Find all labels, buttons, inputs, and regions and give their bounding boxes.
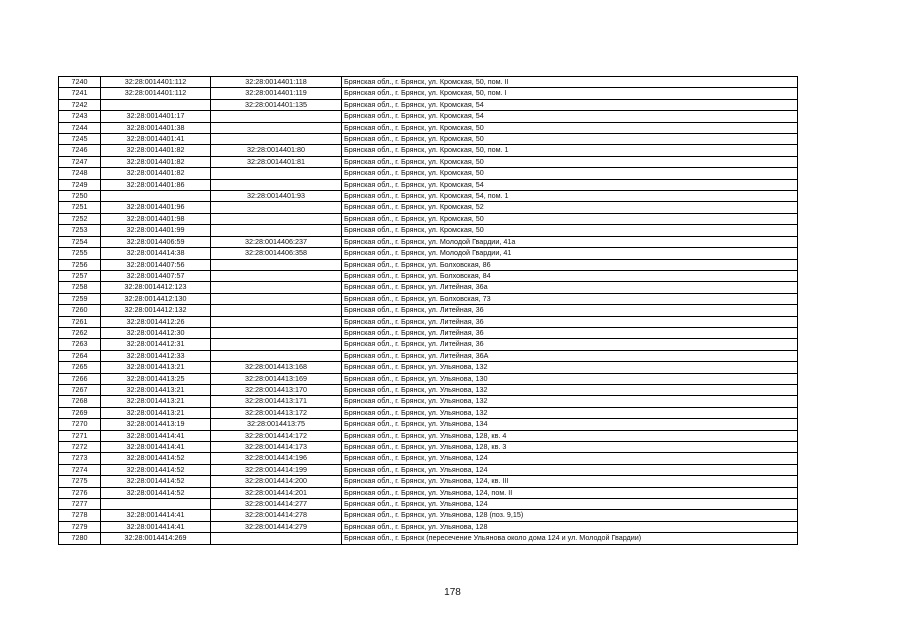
address-cell: Брянская обл., г. Брянск (пересечение Ульянова около дома 124 и ул. Молодой Гвардии) xyxy=(342,533,798,544)
object-cadastral-number-cell xyxy=(211,168,342,179)
address-cell: Брянская обл., г. Брянск, ул. Литейная, 36 xyxy=(342,305,798,316)
object-cadastral-number-cell xyxy=(211,134,342,145)
address-cell: Брянская обл., г. Брянск, ул. Болховская, 86 xyxy=(342,259,798,270)
object-cadastral-number-cell: 32:28:0014401:119 xyxy=(211,88,342,99)
cadastral-register-table xyxy=(58,76,798,545)
row-number-cell: 7254 xyxy=(59,236,101,247)
table-row xyxy=(59,202,798,213)
table-row xyxy=(59,316,798,327)
address-cell: Брянская обл., г. Брянск, ул. Кромская, 50 xyxy=(342,156,798,167)
row-number-cell: 7251 xyxy=(59,202,101,213)
row-number-cell: 7268 xyxy=(59,396,101,407)
row-number-cell: 7270 xyxy=(59,419,101,430)
table-row xyxy=(59,476,798,487)
table-row xyxy=(59,373,798,384)
cadastral-number-cell: 32:28:0014412:130 xyxy=(101,293,211,304)
table-row xyxy=(59,179,798,190)
row-number-cell: 7271 xyxy=(59,430,101,441)
object-cadastral-number-cell: 32:28:0014414:279 xyxy=(211,521,342,532)
table-row xyxy=(59,225,798,236)
object-cadastral-number-cell xyxy=(211,339,342,350)
table-row xyxy=(59,282,798,293)
row-number-cell: 7274 xyxy=(59,464,101,475)
table-row xyxy=(59,305,798,316)
table-row xyxy=(59,134,798,145)
object-cadastral-number-cell: 32:28:0014401:93 xyxy=(211,191,342,202)
object-cadastral-number-cell: 32:28:0014413:171 xyxy=(211,396,342,407)
row-number-cell: 7260 xyxy=(59,305,101,316)
address-cell: Брянская обл., г. Брянск, ул. Литейная, 36 xyxy=(342,339,798,350)
row-number-cell: 7263 xyxy=(59,339,101,350)
address-cell: Брянская обл., г. Брянск, ул. Кромская, 50 xyxy=(342,134,798,145)
table-row xyxy=(59,99,798,110)
row-number-cell: 7262 xyxy=(59,327,101,338)
cadastral-number-cell: 32:28:0014401:38 xyxy=(101,122,211,133)
object-cadastral-number-cell: 32:28:0014414:201 xyxy=(211,487,342,498)
cadastral-number-cell: 32:28:0014414:41 xyxy=(101,521,211,532)
table-row xyxy=(59,248,798,259)
object-cadastral-number-cell: 32:28:0014413:168 xyxy=(211,362,342,373)
cadastral-number-cell: 32:28:0014414:41 xyxy=(101,442,211,453)
address-cell: Брянская обл., г. Брянск, ул. Ульянова, 124, пом. II xyxy=(342,487,798,498)
object-cadastral-number-cell: 32:28:0014406:237 xyxy=(211,236,342,247)
row-number-cell: 7277 xyxy=(59,499,101,510)
row-number-cell: 7246 xyxy=(59,145,101,156)
object-cadastral-number-cell: 32:28:0014413:172 xyxy=(211,407,342,418)
table-row xyxy=(59,533,798,544)
table-row xyxy=(59,339,798,350)
row-number-cell: 7264 xyxy=(59,350,101,361)
cadastral-number-cell: 32:28:0014401:99 xyxy=(101,225,211,236)
cadastral-number-cell: 32:28:0014401:98 xyxy=(101,213,211,224)
address-cell: Брянская обл., г. Брянск, ул. Кромская, 54 xyxy=(342,179,798,190)
row-number-cell: 7245 xyxy=(59,134,101,145)
row-number-cell: 7255 xyxy=(59,248,101,259)
row-number-cell: 7266 xyxy=(59,373,101,384)
table-row xyxy=(59,464,798,475)
table-row xyxy=(59,293,798,304)
row-number-cell: 7261 xyxy=(59,316,101,327)
table-row xyxy=(59,499,798,510)
row-number-cell: 7269 xyxy=(59,407,101,418)
row-number-cell: 7272 xyxy=(59,442,101,453)
object-cadastral-number-cell xyxy=(211,225,342,236)
cadastral-number-cell: 32:28:0014413:21 xyxy=(101,396,211,407)
object-cadastral-number-cell: 32:28:0014414:277 xyxy=(211,499,342,510)
cadastral-number-cell: 32:28:0014413:21 xyxy=(101,407,211,418)
table-row xyxy=(59,191,798,202)
address-cell: Брянская обл., г. Брянск, ул. Ульянова, 124 xyxy=(342,453,798,464)
object-cadastral-number-cell xyxy=(211,533,342,544)
address-cell: Брянская обл., г. Брянск, ул. Ульянова, 128 (поз. 9,15) xyxy=(342,510,798,521)
object-cadastral-number-cell: 32:28:0014401:118 xyxy=(211,77,342,88)
address-cell: Брянская обл., г. Брянск, ул. Кромская, 54 xyxy=(342,111,798,122)
cadastral-number-cell xyxy=(101,191,211,202)
address-cell: Брянская обл., г. Брянск, ул. Кромская, 54 xyxy=(342,99,798,110)
address-cell: Брянская обл., г. Брянск, ул. Ульянова, 132 xyxy=(342,362,798,373)
object-cadastral-number-cell: 32:28:0014406:358 xyxy=(211,248,342,259)
address-cell: Брянская обл., г. Брянск, ул. Ульянова, 130 xyxy=(342,373,798,384)
address-cell: Брянская обл., г. Брянск, ул. Литейная, 36а xyxy=(342,282,798,293)
cadastral-number-cell: 32:28:0014412:132 xyxy=(101,305,211,316)
row-number-cell: 7275 xyxy=(59,476,101,487)
object-cadastral-number-cell xyxy=(211,305,342,316)
table-row xyxy=(59,384,798,395)
table-row xyxy=(59,362,798,373)
row-number-cell: 7249 xyxy=(59,179,101,190)
table-row xyxy=(59,168,798,179)
cadastral-number-cell: 32:28:0014407:56 xyxy=(101,259,211,270)
row-number-cell: 7259 xyxy=(59,293,101,304)
cadastral-number-cell: 32:28:0014412:30 xyxy=(101,327,211,338)
table-row xyxy=(59,270,798,281)
table-row xyxy=(59,521,798,532)
row-number-cell: 7240 xyxy=(59,77,101,88)
cadastral-number-cell: 32:28:0014412:123 xyxy=(101,282,211,293)
row-number-cell: 7244 xyxy=(59,122,101,133)
object-cadastral-number-cell: 32:28:0014401:81 xyxy=(211,156,342,167)
object-cadastral-number-cell xyxy=(211,316,342,327)
row-number-cell: 7257 xyxy=(59,270,101,281)
address-cell: Брянская обл., г. Брянск, ул. Кромская, 50 xyxy=(342,225,798,236)
cadastral-number-cell: 32:28:0014413:21 xyxy=(101,384,211,395)
object-cadastral-number-cell xyxy=(211,111,342,122)
cadastral-number-cell: 32:28:0014401:41 xyxy=(101,134,211,145)
cadastral-number-cell: 32:28:0014414:52 xyxy=(101,453,211,464)
cadastral-number-cell: 32:28:0014401:82 xyxy=(101,156,211,167)
object-cadastral-number-cell xyxy=(211,293,342,304)
cadastral-number-cell: 32:28:0014401:82 xyxy=(101,145,211,156)
address-cell: Брянская обл., г. Брянск, ул. Ульянова, 124, кв. III xyxy=(342,476,798,487)
object-cadastral-number-cell: 32:28:0014413:75 xyxy=(211,419,342,430)
row-number-cell: 7247 xyxy=(59,156,101,167)
table-row xyxy=(59,407,798,418)
row-number-cell: 7280 xyxy=(59,533,101,544)
address-cell: Брянская обл., г. Брянск, ул. Ульянова, 124 xyxy=(342,499,798,510)
address-cell: Брянская обл., г. Брянск, ул. Молодой Гвардии, 41 xyxy=(342,248,798,259)
table-row xyxy=(59,350,798,361)
cadastral-number-cell: 32:28:0014401:112 xyxy=(101,88,211,99)
address-cell: Брянская обл., г. Брянск, ул. Болховская, 84 xyxy=(342,270,798,281)
object-cadastral-number-cell: 32:28:0014414:278 xyxy=(211,510,342,521)
object-cadastral-number-cell xyxy=(211,350,342,361)
address-cell: Брянская обл., г. Брянск, ул. Кромская, 52 xyxy=(342,202,798,213)
object-cadastral-number-cell: 32:28:0014414:172 xyxy=(211,430,342,441)
row-number-cell: 7243 xyxy=(59,111,101,122)
row-number-cell: 7241 xyxy=(59,88,101,99)
cadastral-number-cell: 32:28:0014401:96 xyxy=(101,202,211,213)
row-number-cell: 7256 xyxy=(59,259,101,270)
cadastral-number-cell: 32:28:0014401:112 xyxy=(101,77,211,88)
cadastral-number-cell: 32:28:0014414:52 xyxy=(101,487,211,498)
object-cadastral-number-cell: 32:28:0014413:170 xyxy=(211,384,342,395)
address-cell: Брянская обл., г. Брянск, ул. Кромская, 54, пом. 1 xyxy=(342,191,798,202)
cadastral-number-cell: 32:28:0014413:25 xyxy=(101,373,211,384)
table-row xyxy=(59,122,798,133)
address-cell: Брянская обл., г. Брянск, ул. Кромская, 50 xyxy=(342,213,798,224)
object-cadastral-number-cell xyxy=(211,122,342,133)
address-cell: Брянская обл., г. Брянск, ул. Ульянова, 132 xyxy=(342,407,798,418)
row-number-cell: 7276 xyxy=(59,487,101,498)
cadastral-number-cell: 32:28:0014414:41 xyxy=(101,510,211,521)
cadastral-number-cell: 32:28:0014412:26 xyxy=(101,316,211,327)
row-number-cell: 7252 xyxy=(59,213,101,224)
address-cell: Брянская обл., г. Брянск, ул. Болховская, 73 xyxy=(342,293,798,304)
address-cell: Брянская обл., г. Брянск, ул. Ульянова, 132 xyxy=(342,396,798,407)
cadastral-number-cell: 32:28:0014412:31 xyxy=(101,339,211,350)
address-cell: Брянская обл., г. Брянск, ул. Ульянова, 128, кв. 4 xyxy=(342,430,798,441)
address-cell: Брянская обл., г. Брянск, ул. Кромская, 50, пом. II xyxy=(342,77,798,88)
table-row xyxy=(59,430,798,441)
object-cadastral-number-cell: 32:28:0014401:80 xyxy=(211,145,342,156)
row-number-cell: 7279 xyxy=(59,521,101,532)
cadastral-number-cell: 32:28:0014407:57 xyxy=(101,270,211,281)
address-cell: Брянская обл., г. Брянск, ул. Кромская, 50, пом. 1 xyxy=(342,145,798,156)
object-cadastral-number-cell: 32:28:0014401:135 xyxy=(211,99,342,110)
table-row xyxy=(59,77,798,88)
cadastral-number-cell: 32:28:0014414:52 xyxy=(101,476,211,487)
row-number-cell: 7242 xyxy=(59,99,101,110)
table-row xyxy=(59,510,798,521)
cadastral-number-cell: 32:28:0014414:41 xyxy=(101,430,211,441)
address-cell: Брянская обл., г. Брянск, ул. Кромская, 50 xyxy=(342,122,798,133)
address-cell: Брянская обл., г. Брянск, ул. Литейная, 36А xyxy=(342,350,798,361)
row-number-cell: 7273 xyxy=(59,453,101,464)
object-cadastral-number-cell: 32:28:0014414:199 xyxy=(211,464,342,475)
object-cadastral-number-cell: 32:28:0014413:169 xyxy=(211,373,342,384)
address-cell: Брянская обл., г. Брянск, ул. Молодой Гвардии, 41а xyxy=(342,236,798,247)
object-cadastral-number-cell xyxy=(211,202,342,213)
address-cell: Брянская обл., г. Брянск, ул. Ульянова, 132 xyxy=(342,384,798,395)
object-cadastral-number-cell xyxy=(211,270,342,281)
cadastral-number-cell: 32:28:0014401:17 xyxy=(101,111,211,122)
cadastral-number-cell: 32:28:0014406:59 xyxy=(101,236,211,247)
cadastral-number-cell: 32:28:0014401:82 xyxy=(101,168,211,179)
cadastral-number-cell: 32:28:0014412:33 xyxy=(101,350,211,361)
object-cadastral-number-cell xyxy=(211,259,342,270)
table-row xyxy=(59,156,798,167)
table-row xyxy=(59,111,798,122)
cadastral-number-cell: 32:28:0014413:19 xyxy=(101,419,211,430)
cadastral-number-cell: 32:28:0014401:86 xyxy=(101,179,211,190)
object-cadastral-number-cell xyxy=(211,213,342,224)
cadastral-number-cell: 32:28:0014414:269 xyxy=(101,533,211,544)
cadastral-number-cell xyxy=(101,499,211,510)
cadastral-number-cell: 32:28:0014414:38 xyxy=(101,248,211,259)
object-cadastral-number-cell: 32:28:0014414:200 xyxy=(211,476,342,487)
row-number-cell: 7265 xyxy=(59,362,101,373)
register-table-body xyxy=(59,77,798,545)
table-row xyxy=(59,145,798,156)
table-row xyxy=(59,236,798,247)
table-row xyxy=(59,213,798,224)
table-row xyxy=(59,419,798,430)
row-number-cell: 7253 xyxy=(59,225,101,236)
row-number-cell: 7267 xyxy=(59,384,101,395)
address-cell: Брянская обл., г. Брянск, ул. Литейная, 36 xyxy=(342,316,798,327)
row-number-cell: 7250 xyxy=(59,191,101,202)
object-cadastral-number-cell: 32:28:0014414:196 xyxy=(211,453,342,464)
object-cadastral-number-cell xyxy=(211,179,342,190)
address-cell: Брянская обл., г. Брянск, ул. Кромская, 50, пом. I xyxy=(342,88,798,99)
cadastral-number-cell: 32:28:0014413:21 xyxy=(101,362,211,373)
table-row xyxy=(59,259,798,270)
address-cell: Брянская обл., г. Брянск, ул. Ульянова, 124 xyxy=(342,464,798,475)
table-row xyxy=(59,442,798,453)
address-cell: Брянская обл., г. Брянск, ул. Ульянова, 128 xyxy=(342,521,798,532)
address-cell: Брянская обл., г. Брянск, ул. Кромская, 50 xyxy=(342,168,798,179)
table-row xyxy=(59,88,798,99)
table-row xyxy=(59,453,798,464)
row-number-cell: 7278 xyxy=(59,510,101,521)
cadastral-number-cell: 32:28:0014414:52 xyxy=(101,464,211,475)
row-number-cell: 7248 xyxy=(59,168,101,179)
table-row xyxy=(59,327,798,338)
object-cadastral-number-cell xyxy=(211,327,342,338)
address-cell: Брянская обл., г. Брянск, ул. Литейная, 36 xyxy=(342,327,798,338)
row-number-cell: 7258 xyxy=(59,282,101,293)
page-number: 178 xyxy=(444,587,461,598)
table-row xyxy=(59,396,798,407)
address-cell: Брянская обл., г. Брянск, ул. Ульянова, 128, кв. 3 xyxy=(342,442,798,453)
cadastral-number-cell xyxy=(101,99,211,110)
object-cadastral-number-cell: 32:28:0014414:173 xyxy=(211,442,342,453)
address-cell: Брянская обл., г. Брянск, ул. Ульянова, 134 xyxy=(342,419,798,430)
table-row xyxy=(59,487,798,498)
object-cadastral-number-cell xyxy=(211,282,342,293)
